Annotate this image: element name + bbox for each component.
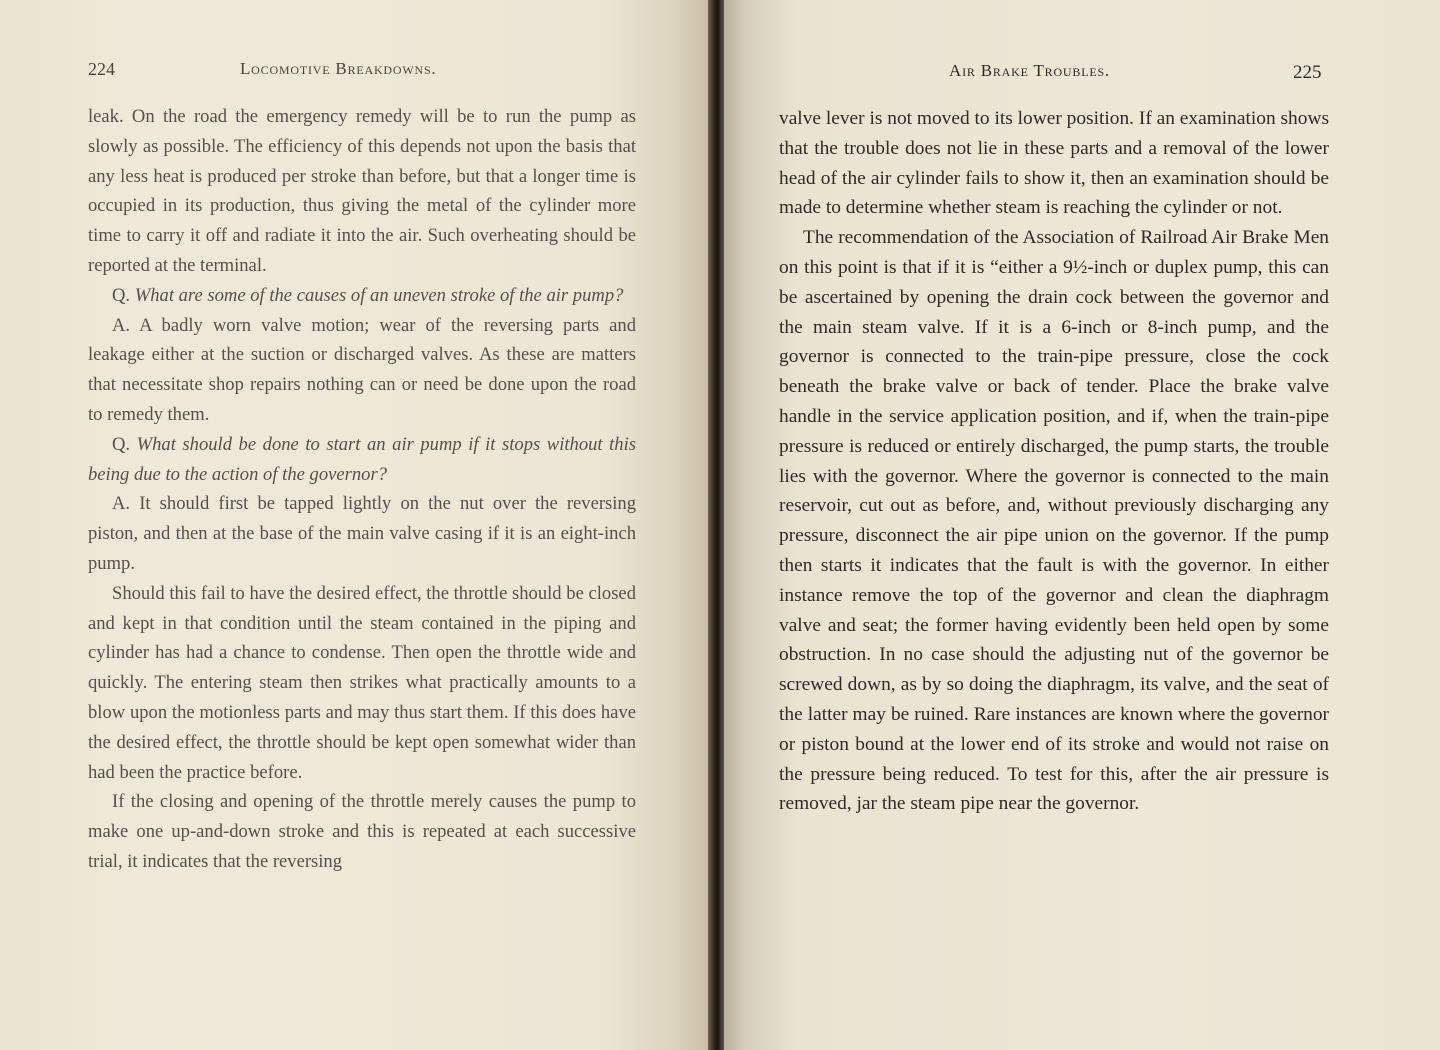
book-gutter bbox=[708, 0, 724, 1050]
paragraph: valve lever is not moved to its lower position. If an examination shows that the trouble does not lie in these parts and a removal of the lower head of the air cylinder fails to show it, then an examination should be made to determine whether steam is reaching the cylinder or not. bbox=[779, 108, 1329, 219]
paragraph: If the closing and opening of the throttle merely causes the pump to make one up-and-down stroke and this is repeated at each successive trial, it indicates that the reversing bbox=[88, 791, 636, 872]
question-label: Q. bbox=[112, 433, 131, 455]
answer-paragraph bbox=[88, 311, 636, 430]
question-text: What are some of the causes of an uneven stroke of the air pump? bbox=[134, 284, 624, 306]
paragraph: Should this fail to have the desired effect, the throttle should be closed and kept in that condition until the steam contained in the piping and cylinder has had a chance to condense. Then open the throttle wide and quickly. The entering steam then strikes what practically amounts to a blow upon the motionless parts and may thus start them. If this does have the desired effect, the throttle should be kept open somewhat wider than had been the practice before. bbox=[88, 582, 636, 783]
running-title: Locomotive Breakdowns. bbox=[240, 59, 437, 78]
answer-label: A. bbox=[112, 314, 131, 336]
question-label: Q. bbox=[112, 284, 131, 306]
page-body bbox=[88, 102, 636, 877]
question-text: What should be done to start an air pump if it stops without this being due to the action of the governor? bbox=[88, 433, 636, 485]
question-paragraph bbox=[88, 281, 636, 311]
answer-text: A badly worn valve motion; wear of the reversing parts and leakage either at the suction or discharged valves. As these are matters that necessitate shop repairs nothing can or need be done upon the road to remedy them. bbox=[88, 314, 636, 425]
answer-paragraph bbox=[88, 489, 636, 578]
running-title: Air Brake Troubles. bbox=[949, 61, 1110, 80]
right-page bbox=[724, 0, 1440, 1050]
question-paragraph bbox=[88, 430, 636, 490]
paragraph: leak. On the road the emergency remedy will be to run the pump as slowly as possible. The efficiency of this depends not upon the basis that any less heat is produced per stroke than before, but that a longer time is occupied in its production, thus giving the metal of the cylinder more time to carry it off and radiate it into the air. Such overheating should be reported at the terminal. bbox=[88, 106, 636, 276]
page-number: 225 bbox=[1293, 62, 1322, 83]
left-page bbox=[0, 0, 708, 1050]
answer-label: A. bbox=[112, 493, 131, 515]
page-number: 224 bbox=[88, 59, 115, 79]
paragraph: The recommendation of the Association of Railroad Air Brake Men on this point is that if it is “either a 9½-inch or duplex pump, this can be ascertained by opening the drain cock between the governor and the main steam valve. If it is a 6-inch or 8-inch pump, and the governor is connected to the train-pipe pressure, close the cock beneath the brake valve or back of tender. Place the brake valve handle in the service application position, and if, when the train-pipe pressure is reduced or entirely discharged, the pump starts, the trouble lies with the governor. Where the governor is connected to the main reservoir, cut out as before, and, without previously discharging any pressure, disconnect the air pipe union on the governor. If the pump then starts it indicates that the fault is with the governor. In either instance remove the top of the governor and clean the diaphragm valve and seat; the former having evidently been held open by some obstruction. In no case should the adjusting nut of the governor be screwed down, as by so doing the diaphragm, its valve, and the seat of the latter may be ruined. Rare instances are known where the governor or piston bound at the lower end of its stroke and would not raise on the pressure being reduced. To test for this, after the air pressure is removed, jar the steam pipe near the governor. bbox=[779, 227, 1329, 815]
page-body bbox=[779, 104, 1329, 819]
answer-text: It should first be tapped lightly on the nut over the reversing piston, and then at the base of the main valve casing if it is an eight-inch pump. bbox=[88, 493, 637, 574]
